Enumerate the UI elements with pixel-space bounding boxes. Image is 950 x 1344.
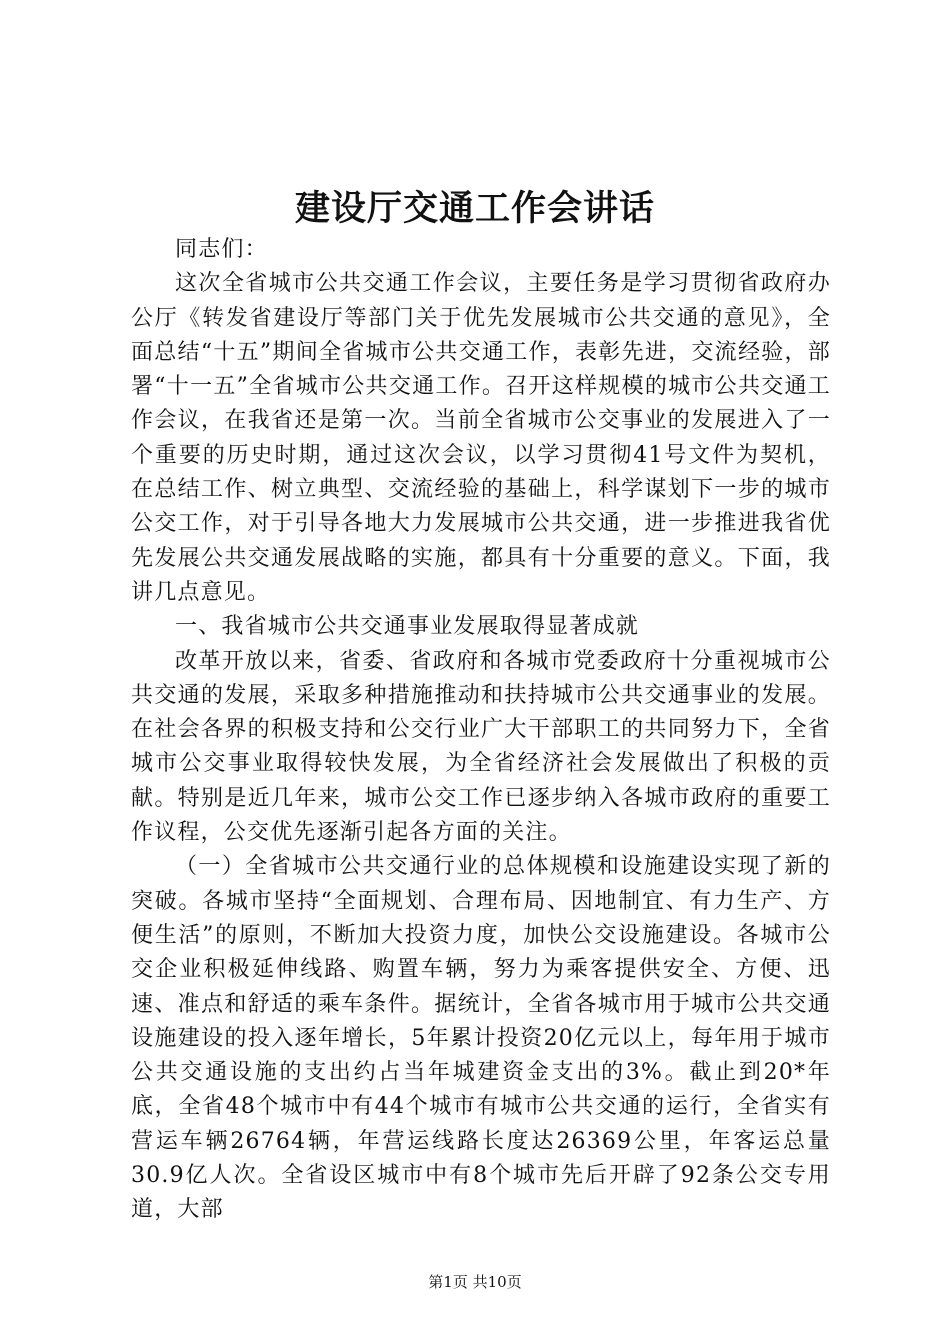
salutation-paragraph: 同志们： bbox=[175, 237, 268, 262]
body-paragraph: （一）全省城市公共交通行业的总体规模和设施建设实现了新的突破。各城市坚持“全面规划、合理布局、因地制宜、有力生产、方便生活”的原则，不断加大投资力度，加快公交设施建设。各城市公交企业积极延伸线路、购置车辆，努力为乘客提供安全、方便、迅速、准点和舒适的乘车条件。据统计，全省各城市用于城市公共交通设施建设的投入逐年增长，5年累计投资20亿元以上，每年用于城市公共交通设施的支出约占当年城建资金支出的3%。截止到20*年底，全省48个城市中有44个城市有城市公共交通的运行，全省实有营运车辆26764辆，年营运线路长度达26369公里，年客运总量30.9亿人次。全省设区城市中有8个城市先后开辟了92条公交专用道，大部 bbox=[131, 854, 831, 1223]
body-paragraph: 改革开放以来，省委、省政府和各城市党委政府十分重视城市公共交通的发展，采取多种措施推动和扶持城市公共交通事业的发展。在社会各界的积极支持和公交行业广大干部职工的共同努力下，全省城市公交事业取得较快发展，为全省经济社会发展做出了积极的贡献。特别是近几年来，城市公交工作已逐步纳入各城市政府的重要工作议程，公交优先逐渐引起各方面的关注。 bbox=[131, 648, 831, 846]
document-title: 建设厅交通工作会讲话 bbox=[294, 188, 655, 229]
page-footer: 第1页 共10页 bbox=[428, 1273, 522, 1291]
document-body bbox=[131, 233, 831, 1228]
section-heading: 一、我省城市公共交通事业发展取得显著成就 bbox=[175, 614, 640, 640]
body-paragraph: 这次全省城市公共交通工作会议，主要任务是学习贯彻省政府办公厅《转发省建设厅等部门关于优先发展城市公共交通的意见》，全面总结“十五”期间全省城市公共交通工作，表彰先进，交流经验，部署“十一五”全省城市公共交通工作。召开这样规模的城市公共交通工作会议，在我省还是第一次。当前全省城市公交事业的发展进入了一个重要的历史时期，通过这次会议，以学习贯彻41号文件为契机，在总结工作、树立典型、交流经验的基础上，科学谋划下一步的城市公交工作，对于引导各地大力发展城市公共交通，进一步推进我省优先发展公共交通发展战略的实施，都具有十分重要的意义。下面，我讲几点意见。 bbox=[131, 271, 831, 605]
